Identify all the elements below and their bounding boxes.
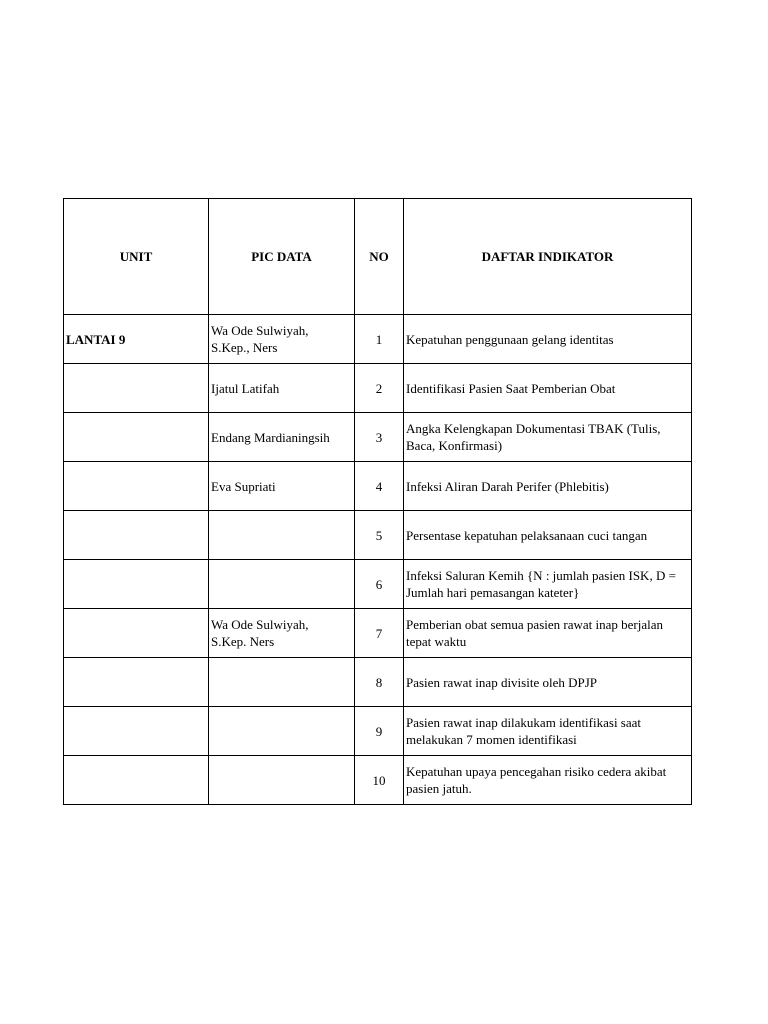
header-daftar-indikator: DAFTAR INDIKATOR [404,199,692,315]
number-cell: 3 [355,413,404,462]
number-cell: 10 [355,756,404,805]
header-unit: UNIT [64,199,209,315]
number-cell: 5 [355,511,404,560]
unit-cell [64,364,209,413]
table-body [64,315,692,805]
unit-cell [64,609,209,658]
table-row [64,756,692,805]
table-row [64,658,692,707]
pic-data-cell [209,756,355,805]
table-row [64,462,692,511]
number-cell: 1 [355,315,404,364]
unit-cell [64,462,209,511]
table-row [64,413,692,462]
pic-data-cell: Wa Ode Sulwiyah, S.Kep. Ners [209,609,355,658]
header-pic-data: PIC DATA [209,199,355,315]
number-cell: 8 [355,658,404,707]
table-row [64,609,692,658]
indicator-cell: Kepatuhan penggunaan gelang identitas [404,315,692,364]
unit-cell [64,511,209,560]
unit-cell [64,707,209,756]
table-row [64,315,692,364]
number-cell: 6 [355,560,404,609]
number-cell: 4 [355,462,404,511]
table-header-row [64,199,692,315]
pic-data-cell [209,658,355,707]
pic-data-cell: Endang Mardianingsih [209,413,355,462]
pic-data-cell [209,560,355,609]
table-row [64,707,692,756]
header-no: NO [355,199,404,315]
table-row [64,364,692,413]
table-row [64,560,692,609]
indicator-cell: Infeksi Saluran Kemih {N : jumlah pasien ISK, D = Jumlah hari pemasangan kateter} [404,560,692,609]
number-cell: 7 [355,609,404,658]
unit-cell [64,756,209,805]
unit-cell [64,560,209,609]
indicator-cell: Pemberian obat semua pasien rawat inap berjalan tepat waktu [404,609,692,658]
pic-data-cell [209,707,355,756]
indicator-cell: Pasien rawat inap dilakukam identifikasi saat melakukan 7 momen identifikasi [404,707,692,756]
pic-data-cell: Eva Supriati [209,462,355,511]
indicator-cell: Pasien rawat inap divisite oleh DPJP [404,658,692,707]
pic-data-cell: Wa Ode Sulwiyah, S.Kep., Ners [209,315,355,364]
pic-data-cell [209,511,355,560]
pic-data-cell: Ijatul Latifah [209,364,355,413]
indicator-cell: Infeksi Aliran Darah Perifer (Phlebitis) [404,462,692,511]
table-row [64,511,692,560]
indicator-cell: Angka Kelengkapan Dokumentasi TBAK (Tulis, Baca, Konfirmasi) [404,413,692,462]
indicator-cell: Identifikasi Pasien Saat Pemberian Obat [404,364,692,413]
unit-cell: LANTAI 9 [64,315,209,364]
number-cell: 2 [355,364,404,413]
unit-cell [64,413,209,462]
unit-cell [64,658,209,707]
indicator-table [63,198,692,805]
indicator-cell: Kepatuhan upaya pencegahan risiko cedera akibat pasien jatuh. [404,756,692,805]
number-cell: 9 [355,707,404,756]
indicator-cell: Persentase kepatuhan pelaksanaan cuci tangan [404,511,692,560]
